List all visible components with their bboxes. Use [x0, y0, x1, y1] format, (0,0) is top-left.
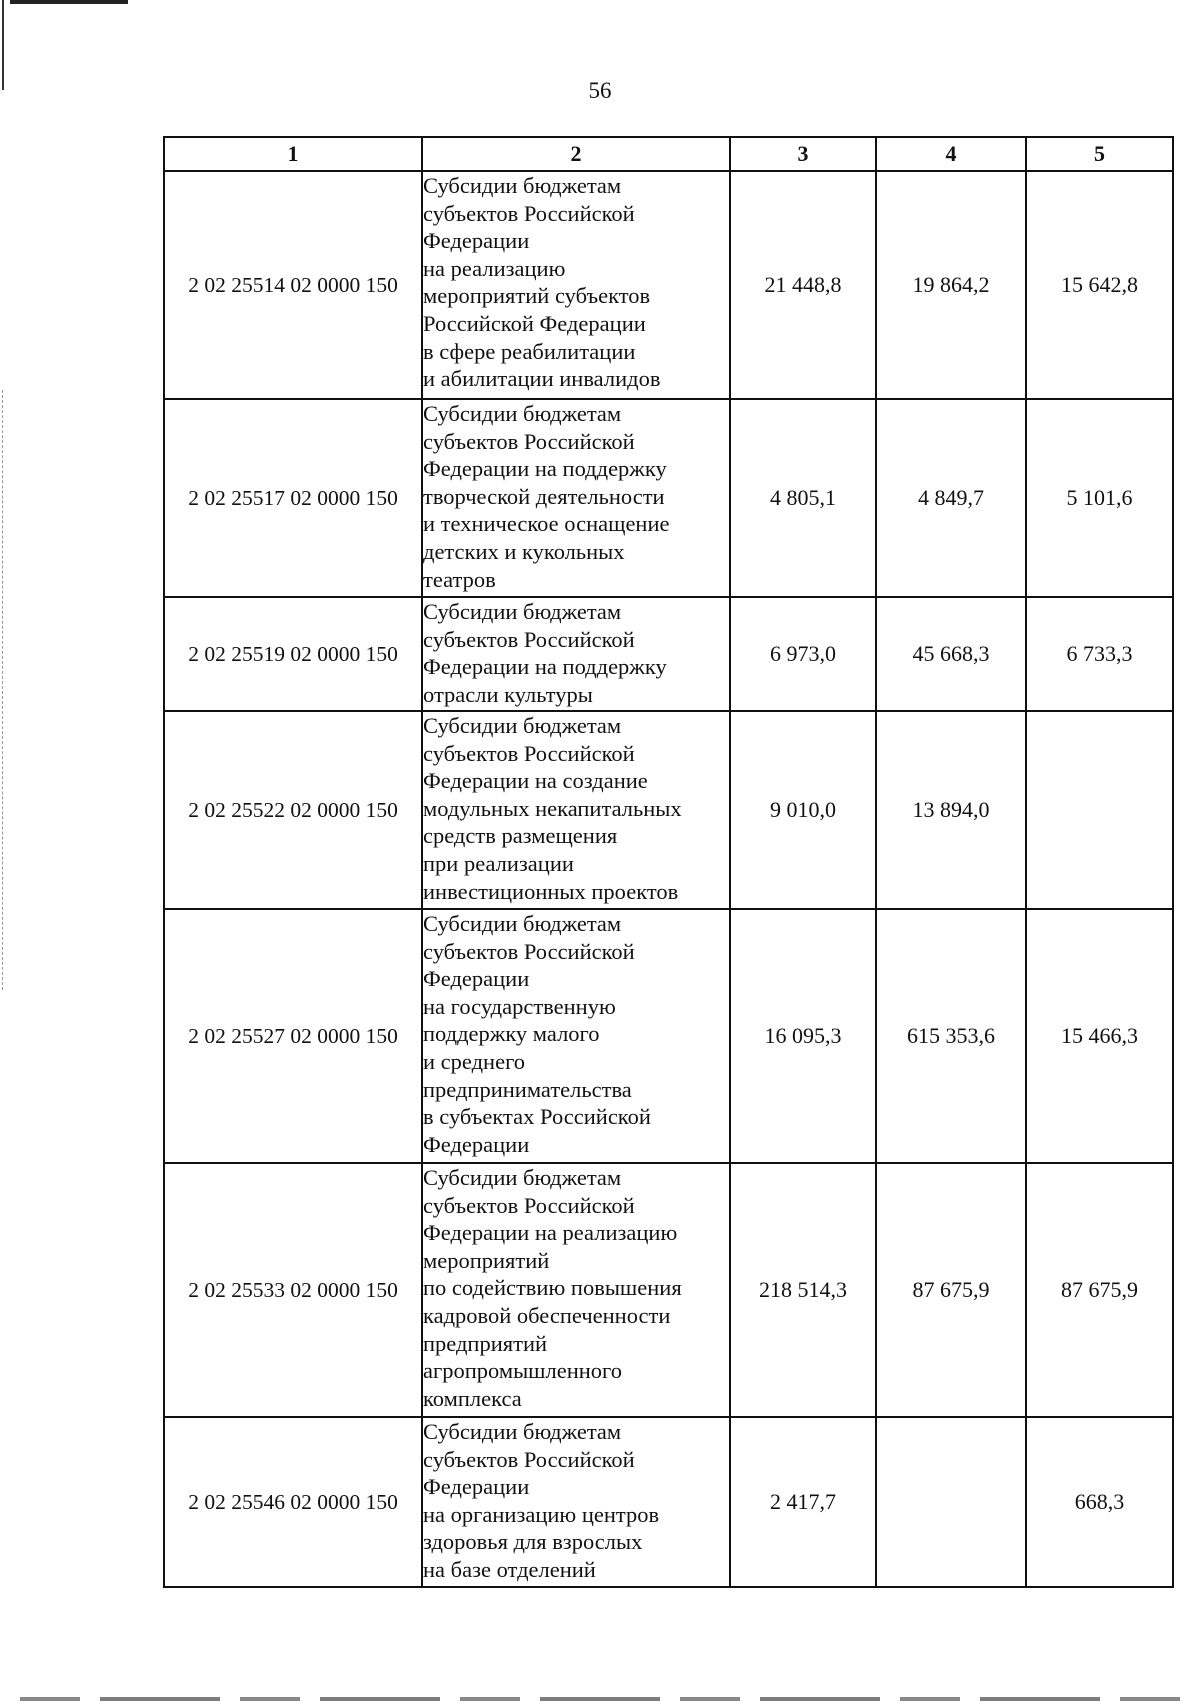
header-col-4: 4 — [876, 137, 1026, 171]
row-value-col3: 9 010,0 — [730, 711, 876, 909]
budget-table — [163, 136, 1174, 1588]
row-value-col4: 45 668,3 — [876, 597, 1026, 711]
row-value-col3: 6 973,0 — [730, 597, 876, 711]
table-header-row — [164, 137, 1173, 171]
row-value-col5: 6 733,3 — [1026, 597, 1173, 711]
row-value-col4: 615 353,6 — [876, 909, 1026, 1163]
row-value-col4: 13 894,0 — [876, 711, 1026, 909]
row-value-col4: 4 849,7 — [876, 399, 1026, 597]
scan-bottom-strip — [20, 1697, 1180, 1701]
row-value-col5: 15 466,3 — [1026, 909, 1173, 1163]
table-row — [164, 1417, 1173, 1587]
scan-edge-line — [2, 0, 4, 90]
row-code: 2 02 25527 02 0000 150 — [164, 909, 422, 1163]
row-code: 2 02 25514 02 0000 150 — [164, 171, 422, 399]
row-value-col3: 4 805,1 — [730, 399, 876, 597]
row-description: Субсидии бюджетам субъектов Российской Федерации на создание модульных некапитальных средств размещения при реализации инвестиционных проектов — [422, 711, 730, 909]
table-row — [164, 399, 1173, 597]
row-value-col3: 21 448,8 — [730, 171, 876, 399]
row-value-col5 — [1026, 711, 1173, 909]
row-code: 2 02 25546 02 0000 150 — [164, 1417, 422, 1587]
row-code: 2 02 25522 02 0000 150 — [164, 711, 422, 909]
row-description: Субсидии бюджетам субъектов Российской Федерации на государственную поддержку малого и среднего предпринимательства в субъектах Российской Федерации — [422, 909, 730, 1163]
table-row — [164, 597, 1173, 711]
row-value-col4: 87 675,9 — [876, 1163, 1026, 1417]
row-value-col3: 218 514,3 — [730, 1163, 876, 1417]
page-number: 56 — [588, 78, 612, 103]
row-value-col4 — [876, 1417, 1026, 1587]
table-row — [164, 711, 1173, 909]
row-value-col3: 16 095,3 — [730, 909, 876, 1163]
row-code: 2 02 25517 02 0000 150 — [164, 399, 422, 597]
row-value-col3: 2 417,7 — [730, 1417, 876, 1587]
scan-edge-dashed — [2, 390, 4, 990]
row-value-col5: 5 101,6 — [1026, 399, 1173, 597]
row-description: Субсидии бюджетам субъектов Российской Федерации на поддержку творческой деятельности и техническое оснащение детских и кукольных театров — [422, 399, 730, 597]
row-value-col4: 19 864,2 — [876, 171, 1026, 399]
table-row — [164, 909, 1173, 1163]
row-description: Субсидии бюджетам субъектов Российской Федерации на реализацию мероприятий субъектов Российской Федерации в сфере реабилитации и абилитации инвалидов — [422, 171, 730, 399]
row-code: 2 02 25533 02 0000 150 — [164, 1163, 422, 1417]
row-value-col5: 15 642,8 — [1026, 171, 1173, 399]
row-code: 2 02 25519 02 0000 150 — [164, 597, 422, 711]
row-value-col5: 668,3 — [1026, 1417, 1173, 1587]
table-row — [164, 1163, 1173, 1417]
header-col-1: 1 — [164, 137, 422, 171]
scan-edge-mark — [10, 0, 128, 4]
header-col-2: 2 — [422, 137, 730, 171]
table-row — [164, 171, 1173, 399]
header-col-5: 5 — [1026, 137, 1173, 171]
row-description: Субсидии бюджетам субъектов Российской Федерации на поддержку отрасли культуры — [422, 597, 730, 711]
row-value-col5: 87 675,9 — [1026, 1163, 1173, 1417]
row-description: Субсидии бюджетам субъектов Российской Федерации на реализацию мероприятий по содействию повышения кадровой обеспеченности предприятий агропромышленного комплекса — [422, 1163, 730, 1417]
row-description: Субсидии бюджетам субъектов Российской Федерации на организацию центров здоровья для взрослых на базе отделений — [422, 1417, 730, 1587]
header-col-3: 3 — [730, 137, 876, 171]
